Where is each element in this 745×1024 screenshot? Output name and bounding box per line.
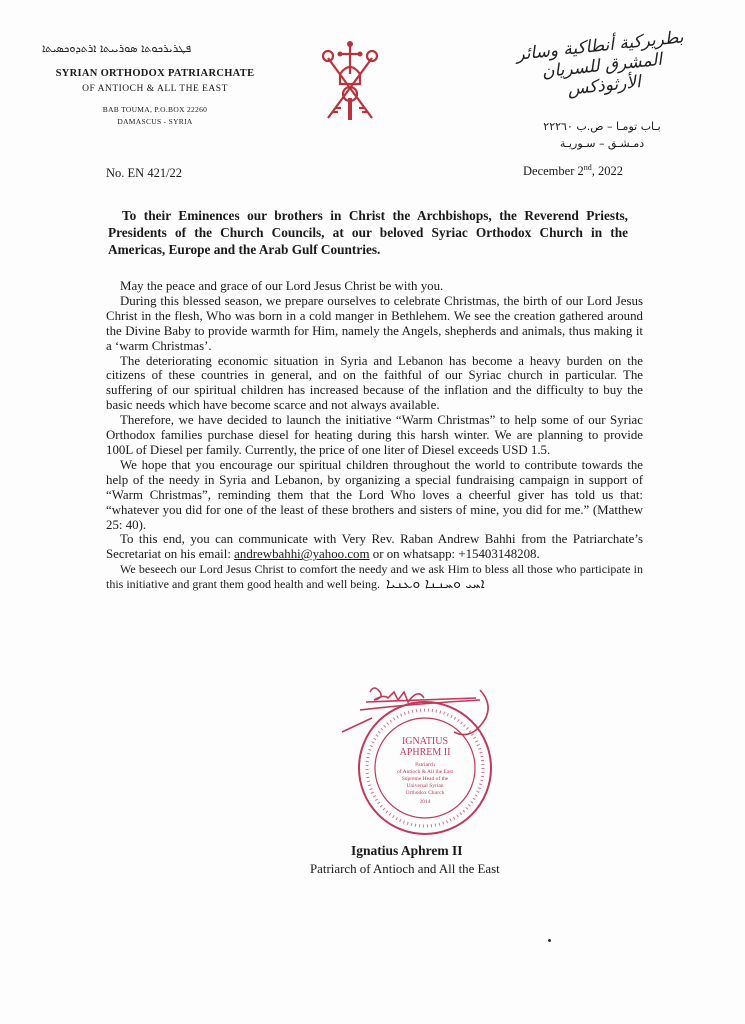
org-address bbox=[40, 104, 270, 128]
patriarchate-emblem-icon bbox=[318, 38, 382, 126]
seal-name-line1: IGNATIUS bbox=[401, 736, 449, 747]
contact-text-before: To this end, you can communicate with Very Rev. Raban Andrew Bahhi from the Patriarchate’s Secretariat on his email: bbox=[106, 532, 643, 562]
arabic-address-line1: بـاب تومـا – ص.ب ٢٢٢٦٠ bbox=[543, 120, 661, 133]
syriac-header: ܦܛܪܝܪܟܘܬܐ ܣܘܪܝܝܬܐ ܐܪܬܕܘܟܣܝܬܐ bbox=[42, 42, 192, 55]
seal-line3: Patriarch bbox=[415, 762, 435, 768]
syriac-closing: ܐܚܝ ܘܚܢܢܐ ܘܥܢܝܐ bbox=[385, 576, 485, 593]
arabic-address-line2: دمـشـق – سـوريـة bbox=[559, 137, 645, 150]
seal-line5: Supreme Head of the bbox=[401, 776, 449, 782]
letterhead-left bbox=[40, 42, 270, 128]
paragraph-initiative: Therefore, we have decided to launch the initiative “Warm Christmas” to help some of our Syriac Orthodox families purchase diesel for heating during this harsh winter. We are planning to provide 100L of Diesel per family. Currently, the price of one liter of Diesel exceeds USD 1.5. bbox=[106, 413, 643, 457]
signatory-name: Ignatius Aphrem II bbox=[351, 843, 463, 858]
seal-name-line2: APHREM II bbox=[399, 747, 451, 758]
paper-speck bbox=[548, 939, 551, 942]
seal-line6: Universal Syrian bbox=[406, 783, 444, 789]
org-address-line1: BAB TOUMA, P.O.BOX 22260 bbox=[102, 105, 208, 114]
paragraph-appeal: We hope that you encourage our spiritual children throughout the world to contribute towards the help of the needy in Syria and Lebanon, by organizing a special fundraising campaign in support of “Warm Christmas”, reminding them that the Lord Who loves a cheerful giver has told us that: “whatever you did for one of the least of these brothers and sisters of mine, you did for me.” (Matthew 25: 40). bbox=[106, 457, 643, 532]
paragraph-situation: The deteriorating economic situation in Syria and Lebanon has become a heavy burden on the citizens of these countries in general, and on the faithful of our Syriac church in particular. The suffering of our spiritual children has increased because of the inflation and the difficulty to buy the basic needs which have become scarce and not always available. bbox=[106, 353, 643, 413]
seal-outer-ring bbox=[359, 702, 491, 834]
letter-date bbox=[523, 163, 623, 179]
seal-year: 2014 bbox=[419, 799, 431, 805]
letterhead-right bbox=[515, 27, 687, 150]
date-day: December 2 bbox=[523, 164, 584, 179]
letter-body bbox=[106, 279, 643, 592]
signatory-title: Patriarch of Antioch and All the East bbox=[310, 862, 500, 876]
date-year: , 2022 bbox=[591, 164, 623, 179]
date-ordinal: nd bbox=[583, 163, 592, 172]
org-address-line2: DAMASCUS - SYRIA bbox=[117, 117, 193, 126]
email-link[interactable]: andrewbahhi@yahoo.com bbox=[234, 547, 370, 562]
patriarch-seal bbox=[340, 680, 510, 840]
reference-number: No. EN 421/22 bbox=[106, 166, 183, 180]
arabic-calligraphy: بطريركية أنطاكية وسائر المشرق للسريان الأرثوذكس bbox=[515, 27, 685, 100]
blessing-text: We beseech our Lord Jesus Christ to comfort the needy and we ask Him to bless all those who participate in this initiative and grant them good health and well being. bbox=[106, 562, 643, 592]
paragraph-christmas: During this blessed season, we prepare ourselves to celebrate Christmas, the birth of our Lord Jesus Christ in the flesh, Who was born in a cold manger in Bethlehem. We see the creation gathered around the Divine Baby to provide warmth for Him, namely the Angels, shepherds and animals, thus making it a ‘warm Christmas’. bbox=[106, 293, 643, 353]
seal-line4: of Antioch & All the East bbox=[396, 769, 454, 775]
contact-text-after: or on whatsapp: +15403148208. bbox=[369, 547, 540, 562]
org-name: SYRIAN ORTHODOX PATRIARCHATE bbox=[55, 68, 255, 79]
paragraph-greeting: May the peace and grace of our Lord Jesus Christ be with you. bbox=[120, 279, 444, 293]
paragraph-contact bbox=[106, 532, 643, 562]
paragraph-blessing bbox=[106, 562, 643, 592]
seal-line7: Orthodox Church bbox=[405, 790, 445, 796]
org-subtitle: OF ANTIOCH & ALL THE EAST bbox=[82, 84, 228, 94]
addressee: To their Eminences our brothers in Christ the Archbishops, the Reverend Priests, Presidents of the Church Councils, at our beloved Syriac Orthodox Church in the Americas, Europe and the Arab Gulf Countries. bbox=[108, 208, 628, 257]
